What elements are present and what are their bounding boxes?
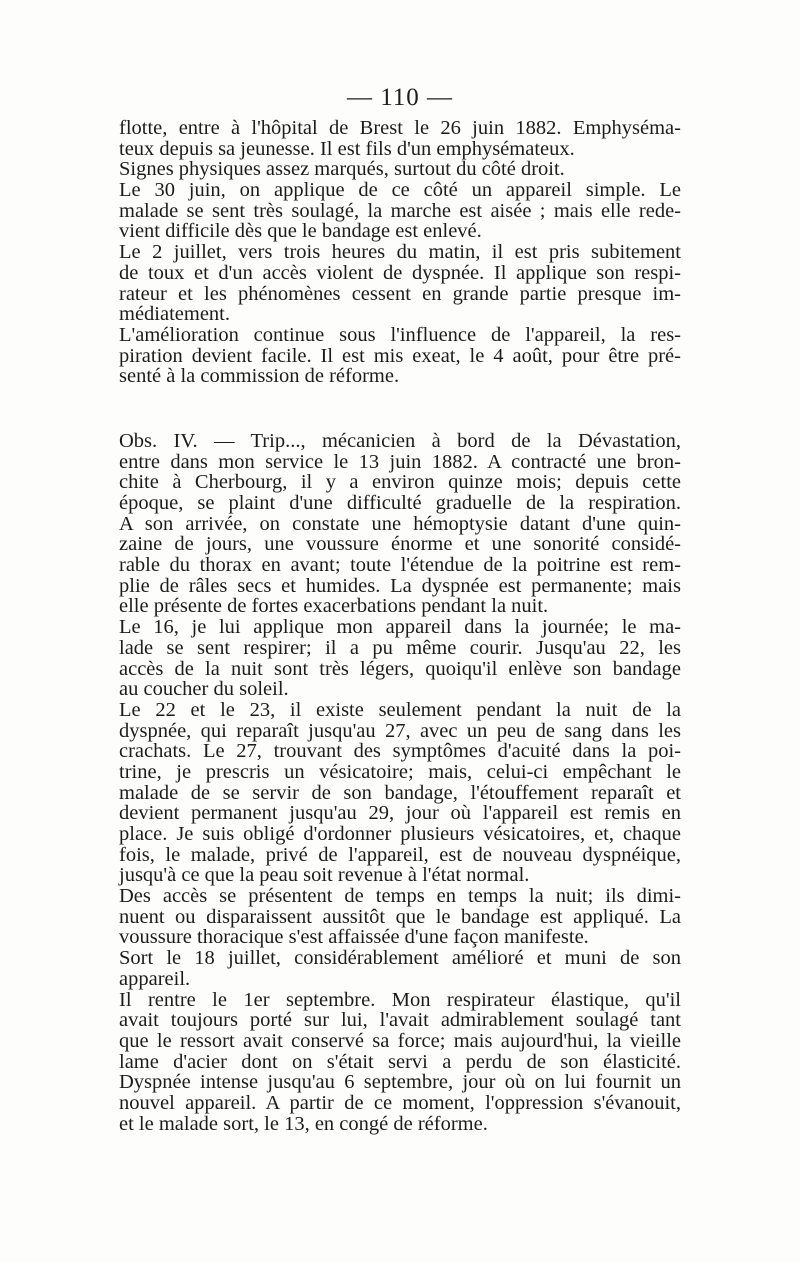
text-line: malade se sent très soulagé, la marche est aisée ; mais elle rede- (119, 199, 681, 222)
text-line: lame d'acier dont on s'était servi a perdu de son élasticité. (119, 1050, 681, 1073)
text-line: fois, le malade, privé de l'appareil, est de nouveau dyspnéique, (119, 843, 681, 866)
text-line: entre dans mon service le 13 juin 1882. A contracté une bron- (119, 450, 681, 473)
text-line: plie de râles secs et humides. La dyspnée est permanente; mais (119, 574, 681, 597)
observation-4 (119, 431, 681, 1134)
text-line: médiatement. (119, 303, 230, 326)
text-line: Le 30 juin, on applique de ce côté un appareil simple. Le (119, 179, 681, 202)
text-line: Sort le 18 juillet, considérablement amélioré et muni de son (119, 947, 681, 970)
text-line: jusqu'à ce que la peau soit revenue à l'état normal. (119, 864, 530, 887)
text-line: Le 22 et le 23, il existe seulement pendant la nuit de la (119, 698, 681, 721)
text-line: teux depuis sa jeunesse. Il est fils d'un emphysémateux. (119, 137, 575, 160)
text-line: appareil. (119, 967, 191, 990)
text-line: L'amélioration continue sous l'influence de l'appareil, la res- (119, 323, 681, 346)
text-line: trine, je prescris un vésicatoire; mais, celui-ci empêchant le (119, 760, 681, 783)
text-line: Il rentre le 1er septembre. Mon respirateur élastique, qu'il (119, 988, 681, 1011)
text-line: flotte, entre à l'hôpital de Brest le 26 juin 1882. Emphyséma- (119, 117, 681, 139)
text-line: avait toujours porté sur lui, l'avait admirablement soulagé tant (119, 1009, 681, 1032)
text-line: crachats. Le 27, trouvant des symptômes d'acuité dans la poi- (119, 740, 681, 763)
text-line: lade se sent respirer; il a pu même courir. Jusqu'au 22, les (119, 636, 681, 659)
page-number: — 110 — (346, 84, 454, 111)
text-line: dyspnée, qui reparaît jusqu'au 27, avec un peu de sang dans les (119, 719, 681, 742)
text-line: Des accès se présentent de temps en temps la nuit; ils dimi- (119, 885, 681, 908)
text-line: senté à la commission de réforme. (119, 365, 400, 388)
text-line: Signes physiques assez marqués, surtout du côté droit. (119, 158, 565, 181)
text-line: A son arrivée, on constate une hémoptysie datant d'une quin- (119, 512, 681, 535)
text-line: Le 16, je lui applique mon appareil dans la journée; le ma- (119, 616, 681, 639)
text-line: place. Je suis obligé d'ordonner plusieurs vésicatoires, et, chaque (119, 823, 681, 845)
text-line: Le 2 juillet, vers trois heures du matin, il est pris subitement (119, 241, 681, 264)
text-line: voussure thoracique s'est affaissée d'une façon manifeste. (119, 926, 589, 949)
section-gap (119, 387, 681, 431)
text-line: Dyspnée intense jusqu'au 6 septembre, jour où on lui fournit un (119, 1071, 681, 1094)
text-line: accès de la nuit sont très légers, quoiqu'il enlève son bandage (119, 657, 681, 680)
text-line: piration devient facile. Il est mis exeat, le 4 août, pour être pré- (119, 344, 681, 367)
text-line: époque, se plaint d'une difficulté graduelle de la respiration. (119, 492, 681, 514)
observation-heading-line: Obs. IV. — Trip..., mécanicien à bord de la Dévastation, (119, 429, 681, 452)
text-line: de toux et d'un accès violent de dyspnée. Il applique son respi- (119, 261, 681, 284)
text-line: au coucher du soleil. (119, 678, 289, 701)
text-line: chite à Cherbourg, il y a environ quinze mois; depuis cette (119, 471, 681, 494)
text-line: zaine de jours, une voussure énorme et une sonorité considé- (119, 533, 681, 556)
page-body (119, 118, 681, 1134)
text-line: devient permanent jusqu'au 29, jour où l'appareil est remis en (119, 802, 681, 825)
text-line: et le malade sort, le 13, en congé de réforme. (119, 1112, 488, 1135)
text-line: rateur et les phénomènes cessent en grande partie presque im- (119, 282, 681, 305)
observation-3-continued (119, 118, 681, 387)
text-line: nouvel appareil. A partir de ce moment, l'oppression s'évanouit, (119, 1091, 681, 1114)
text-line: malade de se servir de son bandage, l'étouffement reparaît et (119, 781, 681, 804)
text-line: nuent ou disparaissent aussitôt que le bandage est appliqué. La (119, 905, 681, 928)
text-line: que le ressort avait conservé sa force; mais aujourd'hui, la vieille (119, 1029, 681, 1052)
text-line: elle présente de fortes exacerbations pendant la nuit. (119, 595, 549, 618)
text-line: vient difficile dès que le bandage est enlevé. (119, 220, 482, 243)
text-line: rable du thorax en avant; toute l'étendue de la poitrine est rem- (119, 554, 681, 577)
